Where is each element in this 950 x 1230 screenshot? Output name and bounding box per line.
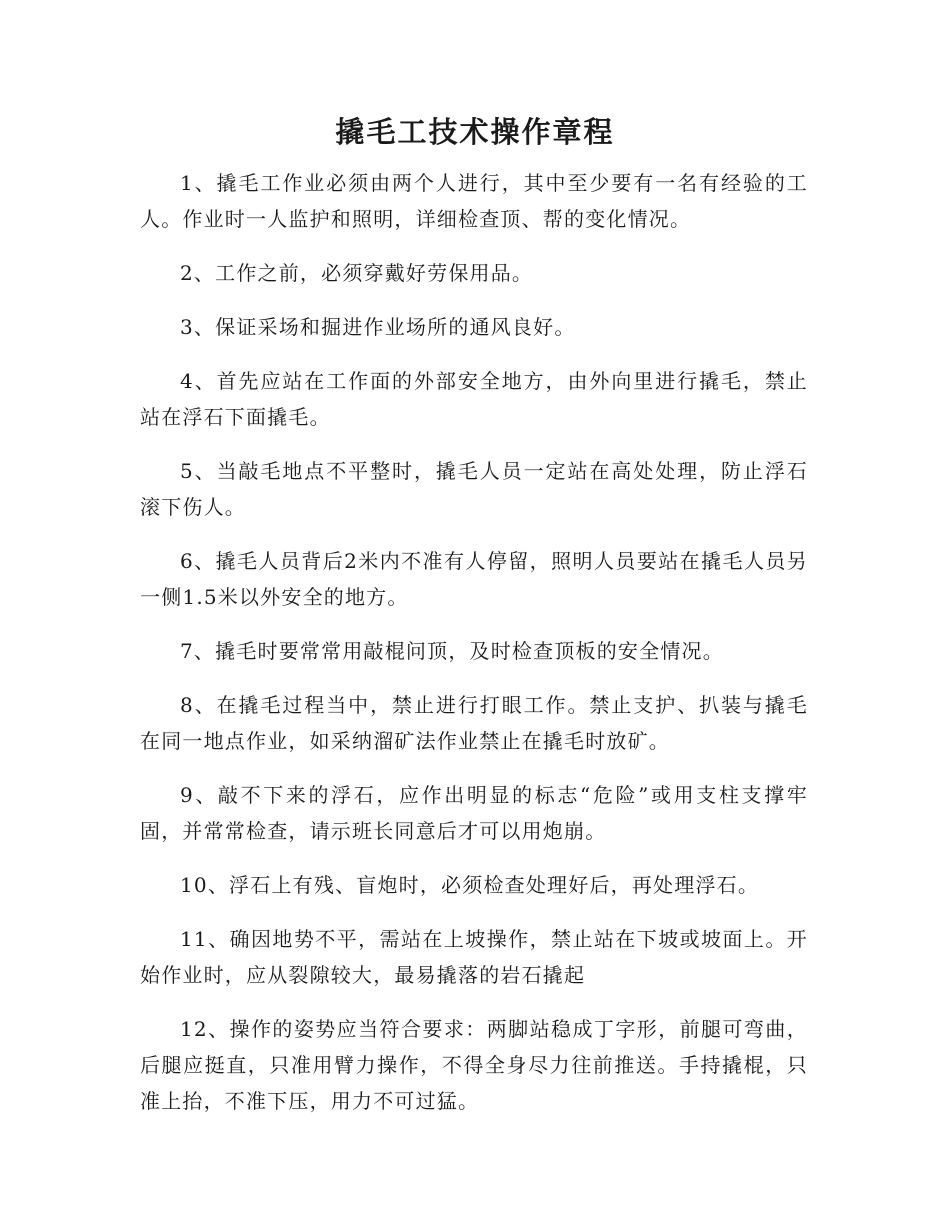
paragraph-5: 5、当敲毛地点不平整时，撬毛人员一定站在高处处理，防止浮石滚下伤人。 — [140, 459, 808, 519]
paragraph-8: 8、在撬毛过程当中，禁止进行打眼工作。禁止支护、扒装与撬毛在同一地点作业，如采纳溜矿法作业禁止在撬毛时放矿。 — [140, 693, 808, 753]
paragraph-10: 10、浮石上有残、盲炮时，必须检查处理好后，再处理浮石。 — [180, 873, 760, 897]
paragraph-7: 7、撬毛时要常常用敲棍问顶，及时检查顶板的安全情况。 — [180, 639, 724, 663]
paragraph-2: 2、工作之前，必须穿戴好劳保用品。 — [180, 261, 534, 285]
paragraph-3: 3、保证采场和掘进作业场所的通风良好。 — [180, 315, 576, 339]
paragraph-4: 4、首先应站在工作面的外部安全地方，由外向里进行撬毛，禁止站在浮石下面撬毛。 — [140, 369, 808, 429]
paragraph-12: 12、操作的姿势应当符合要求：两脚站稳成丁字形，前腿可弯曲，后腿应挺直，只准用臂力操作，不得全身尽力往前推送。手持撬棍，只准上抬，不准下压，用力不可过猛。 — [140, 1017, 808, 1113]
document-title: 撬毛工技术操作章程 — [335, 115, 615, 149]
paragraph-1: 1、撬毛工作业必须由两个人进行，其中至少要有一名有经验的工人。作业时一人监护和照明，详细检查顶、帮的变化情况。 — [140, 171, 808, 231]
paragraph-9: 9、敲不下来的浮石，应作出明显的标志“危险”或用支柱支撑牢固，并常常检查，请示班长同意后才可以用炮崩。 — [140, 783, 808, 843]
paragraph-6: 6、撬毛人员背后2米内不准有人停留，照明人员要站在撬毛人员另一侧1.5米以外安全的地方。 — [140, 549, 808, 609]
document-body — [140, 165, 808, 1137]
paragraph-11: 11、确因地势不平，需站在上坡操作，禁止站在下坡或坡面上。开始作业时，应从裂隙较大，最易撬落的岩石撬起 — [140, 927, 808, 987]
